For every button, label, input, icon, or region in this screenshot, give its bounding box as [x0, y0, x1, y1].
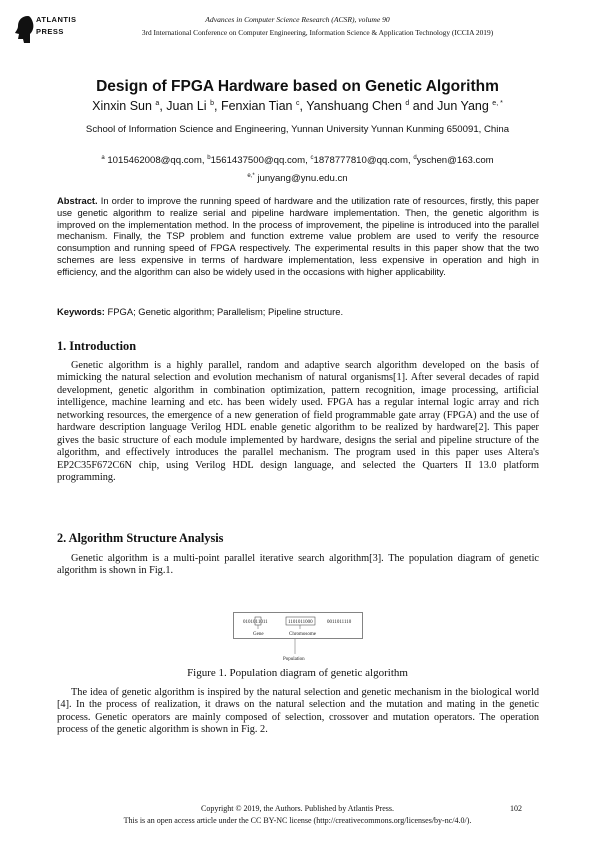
conference-header: 3rd International Conference on Computer Engineering, Information Science & Application Technology (ICCIA 2019): [141, 28, 494, 37]
page-number: 102: [510, 804, 522, 813]
author-name: Yanshuang Chen: [306, 99, 402, 113]
footer-license: This is an open access article under the CC BY-NC license (http://creativecommons.org/licenses/by-nc/4.0/).: [123, 816, 472, 825]
section-heading: 2. Algorithm Structure Analysis: [57, 531, 224, 545]
keywords-text: FPGA; Genetic algorithm; Parallelism; Pipeline structure.: [107, 306, 344, 317]
author-sup: d: [405, 99, 410, 107]
author-list: Xinxin Sun $^a$, Juan Li $^b$, Fenxian Tian $^c$, Yanshuang Chen $^d$ and Jun Yang $^{e, *}$: [92, 99, 503, 113]
email-address: 1878777810@qq.com,: [313, 155, 411, 167]
logo-line-2: PRESS: [36, 27, 64, 36]
email-address: 1561437500@qq.com,: [210, 155, 308, 167]
email-address: junyang@ynu.edu.cn: [257, 173, 348, 185]
chromosome-label: Chromosome: [289, 632, 316, 637]
email-sup: c: [310, 155, 314, 161]
paper-title: Design of FPGA Hardware based on Genetic Algorithm: [96, 78, 499, 95]
email-sup: d: [413, 155, 417, 161]
population-label: Population: [283, 657, 305, 662]
author-sup: a: [155, 99, 160, 107]
abstract-text: In order to improve the running speed of hardware and the utilization rate of resources, firstly, this paper use genetic algorithm to realize serial and pipeline hardware implementation. Then, the genetic algorithm is improved on the implementation method. In the process of improvement, the pipeline is introduced into the parallel mechanism. Finally, the TSP problem and function extreme value problem are used to verify the resource consumption and running speed of FPGA respectively. The experimental results in this paper show that the two schemes are less expensive in terms of hardware implementation, less expensive in operation and high in efficiency, and the algorithm can also be widely used in the occasions with higher applicability.: [57, 195, 539, 277]
population-diagram: [233, 612, 363, 662]
chromosome-string: 0011011110: [327, 620, 352, 625]
email-list: [40, 155, 555, 166]
keywords-label: Keywords:: [57, 306, 105, 317]
paragraph: Genetic algorithm is a highly parallel, random and adaptive search algorithm developed on the basis of mimicking the natural selection and evolution mechanism of natural organisms[1]. After several decades of rapid development, genetic algorithm in combination optimization, pattern recognition, image processing, artificial intelligence, machine learning and etc. has been widely used. FPGA has a regular internal logic array and rich networking resources, the emergence of a new generation of field programmable gate array (FPGA) and the use of hardware description language Verilog HDL enable genetic algorithm to be realized by hardware[2]. This paper gives the basic structure of each module implemented by hardware, designs the serial and pipeline structure of the algorithm, and effectively introduces the parallel mechanism. The program used in this paper uses Altera's EP2C35F672C6N chip, using Verilog HDL design language, and selected the Quarters II 13.0 platform programming.: [57, 360, 539, 484]
chromosome-string: 0101011011: [243, 620, 268, 625]
keywords: [57, 306, 539, 317]
figure-caption: Figure 1. Population diagram of genetic algorithm: [187, 667, 408, 679]
email-sup: a: [101, 155, 105, 161]
footer-copyright: Copyright © 2019, the Authors. Published by Atlantis Press.: [201, 804, 394, 813]
section-heading: 1. Introduction: [57, 339, 137, 353]
abstract-label: Abstract.: [57, 195, 98, 206]
author-name: Xinxin Sun: [92, 99, 152, 113]
corresponding-email: [0, 173, 595, 184]
author-sup: b: [210, 99, 214, 107]
author-sup: e, *: [492, 99, 503, 107]
email-address: 1015462008@qq.com,: [107, 155, 205, 167]
author-sup: c: [296, 99, 300, 107]
chromosome-string: 1101011000: [288, 620, 313, 625]
gene-label: Gene: [253, 632, 264, 637]
abstract: [57, 195, 539, 278]
author-name: Jun Yang: [437, 99, 489, 113]
affiliation: School of Information Science and Engineering, Yunnan University Yunnan Kunming 650091, China: [85, 124, 510, 135]
paragraph: The idea of genetic algorithm is inspired by the natural selection and genetic mechanism in the biological world [4]. In the process of realization, it draws on the natural selection and the mutation and mating in the genetic process. Genetic operators are mainly composed of selection, crossover and mutation operators. The operation process of the genetic algorithm is shown in Fig. 2.: [57, 687, 539, 736]
email-address: yschen@163.com: [416, 155, 494, 167]
paragraph: Genetic algorithm is a multi-point parallel iterative search algorithm[3]. The population diagram of genetic algorithm is shown in Fig.1.: [57, 553, 539, 577]
email-sup: b: [207, 155, 211, 161]
email-sup: e,*: [247, 173, 255, 179]
journal-header: Advances in Computer Science Research (ACSR), volume 90: [205, 15, 390, 24]
author-name: Fenxian Tian: [220, 99, 293, 113]
logo-line-1: ATLANTIS: [36, 15, 77, 24]
author-name: Juan Li: [166, 99, 207, 113]
